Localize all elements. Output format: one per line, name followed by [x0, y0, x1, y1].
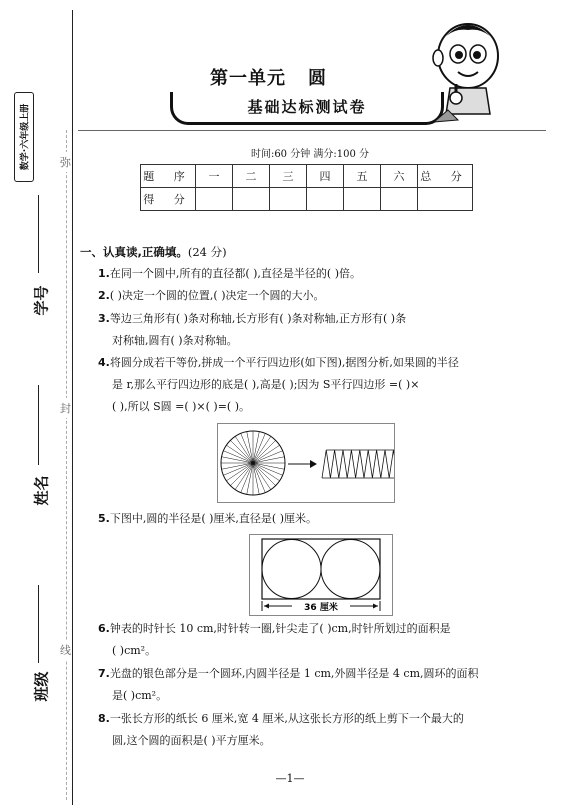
question-1	[98, 263, 546, 285]
mascot-icon	[428, 14, 506, 126]
question-text: 对称轴,圆有( )条对称轴。	[112, 334, 238, 347]
grade-label-box	[14, 92, 34, 182]
section-title: 一、认真读,正确填。	[80, 245, 188, 259]
student-id-line	[38, 195, 39, 273]
score-table-score-row	[141, 188, 473, 211]
question-text: ( )cm²。	[112, 644, 157, 657]
score-input-cell[interactable]	[307, 188, 344, 211]
score-input-cell[interactable]	[418, 188, 473, 211]
name-label: 姓名	[32, 475, 51, 506]
question-text: ( ),所以 S圆 =( )×( )=( )。	[112, 400, 250, 413]
question-5	[98, 508, 546, 530]
question-3	[98, 308, 546, 352]
grade-label: 数学·六年级上册	[20, 103, 31, 171]
score-input-cell[interactable]	[381, 188, 418, 211]
bind-mark-2: 封	[60, 398, 71, 418]
question-text: 钟表的时针长 10 cm,时针转一圈,针尖走了( )cm,时针所划过的面积是	[109, 622, 451, 635]
question-8	[98, 708, 546, 752]
two-circles-figure	[249, 534, 393, 616]
zigzag-parallelogram	[322, 450, 395, 478]
dimension-label: 36 厘米	[304, 603, 338, 613]
question-number: 6.	[98, 622, 110, 635]
sector-circle	[221, 431, 285, 495]
score-table-cell: 一	[196, 165, 233, 188]
time-info: 时间:60 分钟 满分:100 分	[250, 149, 370, 160]
score-input-cell[interactable]	[196, 188, 233, 211]
question-number: 5.	[98, 512, 110, 525]
question-text: 在同一个圆中,所有的直径都( ),直径是半径的( )倍。	[109, 267, 361, 280]
score-table-cell: 题 序	[141, 165, 196, 188]
score-table-cell: 三	[270, 165, 307, 188]
page-subtitle: 基础达标测试卷	[247, 98, 367, 116]
binding-dashed-line	[66, 130, 67, 800]
score-input-cell[interactable]	[233, 188, 270, 211]
score-table-cell: 四	[307, 165, 344, 188]
topic-label: 圆	[308, 68, 327, 89]
name-line	[38, 385, 39, 465]
question-text: 一张长方形的纸长 6 厘米,宽 4 厘米,从这张长方形的纸上剪下一个最大的	[109, 712, 464, 725]
bind-mark-3: 线	[60, 640, 71, 660]
header-divider	[78, 130, 546, 131]
class-label: 班级	[32, 671, 51, 702]
binding-line	[72, 10, 73, 805]
question-number: 1.	[98, 267, 110, 280]
score-table-cell: 二	[233, 165, 270, 188]
class-line	[38, 585, 39, 663]
question-number: 3.	[98, 312, 110, 325]
question-number: 7.	[98, 667, 110, 680]
score-table-cell: 六	[381, 165, 418, 188]
circle-to-parallelogram-figure	[217, 423, 395, 503]
page-title	[210, 64, 410, 90]
score-table-header-row	[141, 165, 473, 188]
question-text: ( )决定一个圆的位置,( )决定一个圆的大小。	[109, 289, 325, 302]
question-text: 是 r,那么平行四边形的底是( ),高是( );因为 S平行四边形 =( )×	[112, 378, 420, 391]
question-number: 4.	[98, 356, 110, 369]
score-table-cell: 总 分	[418, 165, 473, 188]
score-table	[140, 164, 473, 211]
score-table-cell: 五	[344, 165, 381, 188]
score-input-cell[interactable]	[270, 188, 307, 211]
question-text: 圆,这个圆的面积是( )平方厘米。	[112, 734, 271, 747]
question-2	[98, 285, 546, 307]
question-7	[98, 663, 546, 707]
section-heading	[80, 244, 227, 260]
question-text: 下图中,圆的半径是( )厘米,直径是( )厘米。	[109, 512, 317, 525]
arrow-right-icon	[310, 460, 317, 468]
student-id-label: 学号	[32, 285, 51, 316]
question-6	[98, 618, 546, 662]
question-text: 光盘的银色部分是一个圆环,内圆半径是 1 cm,外圆半径是 4 cm,圆环的面积	[109, 667, 479, 680]
question-text: 等边三角形有( )条对称轴,长方形有( )条对称轴,正方形有( )条	[109, 312, 407, 325]
bind-mark-1: 弥	[60, 152, 71, 172]
question-4	[98, 352, 546, 418]
question-number: 8.	[98, 712, 110, 725]
question-text: 将圆分成若干等份,拼成一个平行四边形(如下图),据图分析,如果圆的半径	[109, 356, 459, 369]
question-number: 2.	[98, 289, 110, 302]
section-points: (24 分)	[187, 245, 227, 259]
score-table-cell: 得 分	[141, 188, 196, 211]
score-input-cell[interactable]	[344, 188, 381, 211]
unit-label: 第一单元	[210, 68, 286, 89]
question-text: 是( )cm²。	[112, 689, 168, 702]
page-number: —1—	[275, 772, 305, 785]
